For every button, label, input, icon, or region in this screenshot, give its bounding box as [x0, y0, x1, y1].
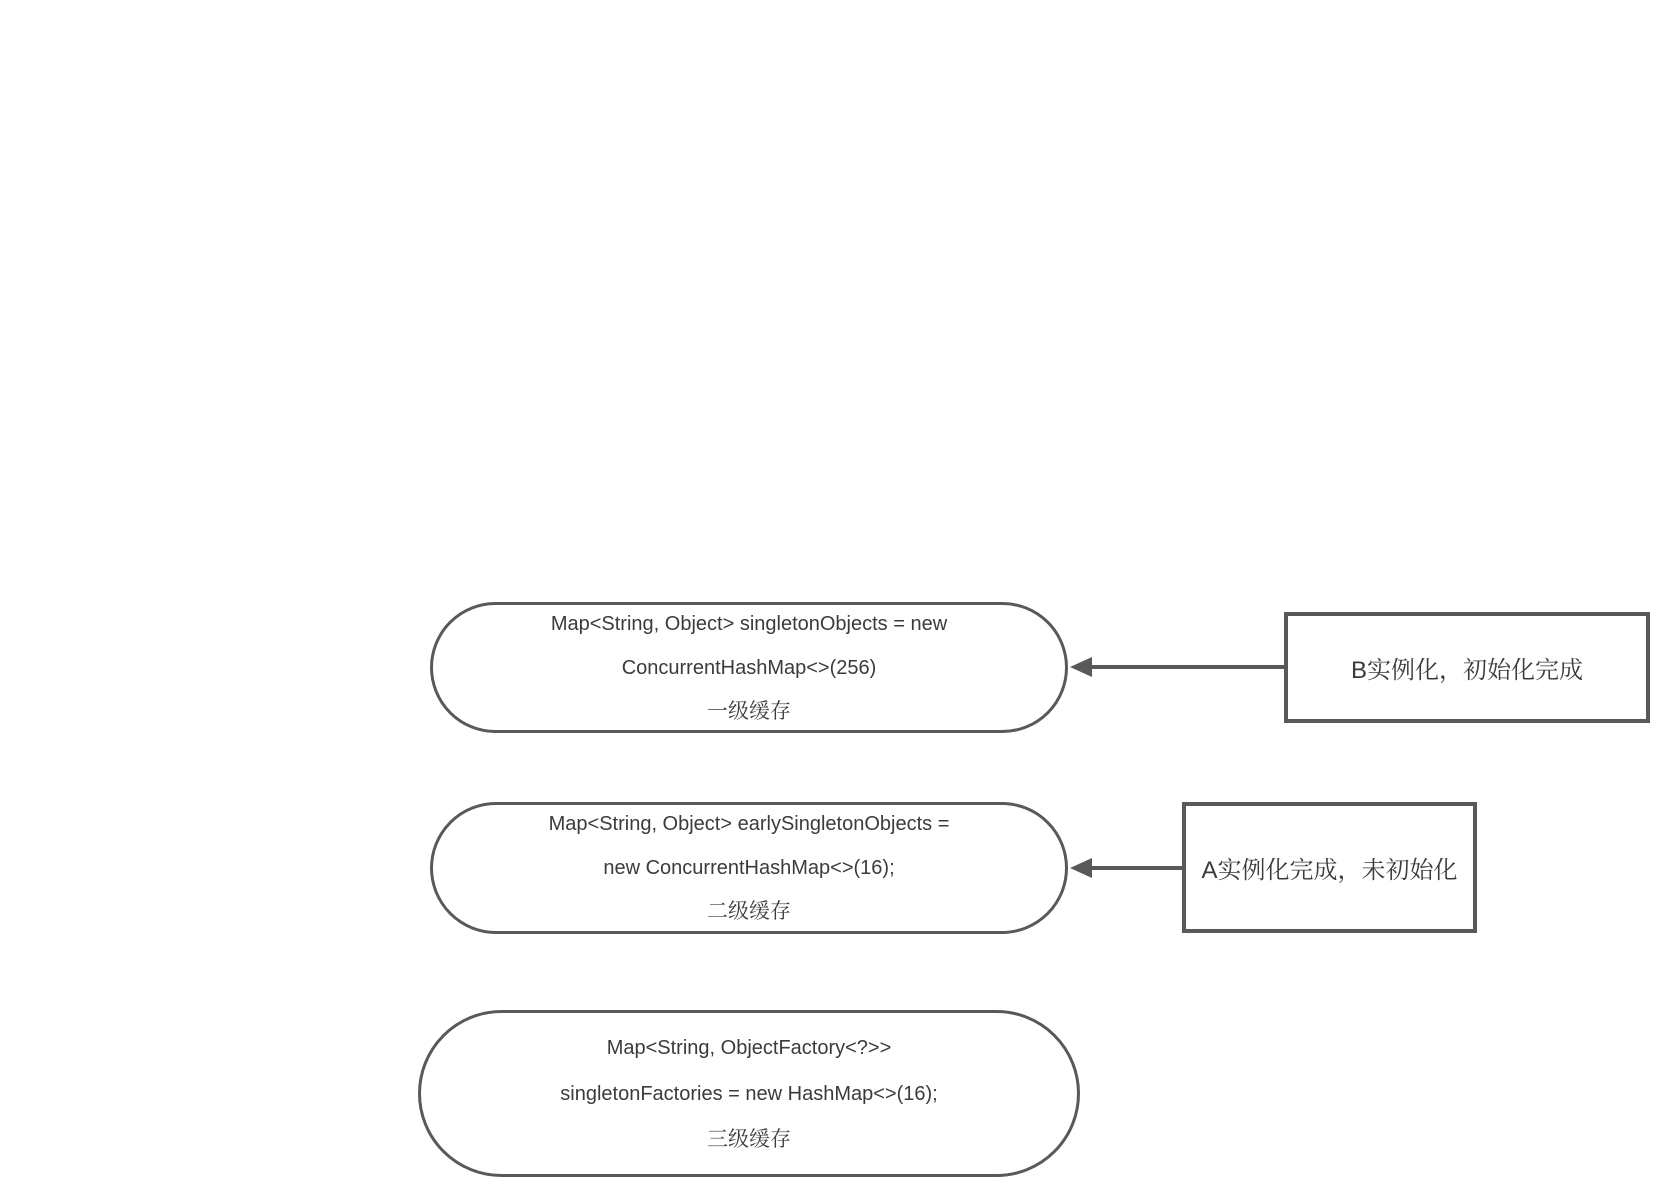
cache-level3-code-line1: Map<String, ObjectFactory<?>> — [606, 1036, 892, 1059]
arrow-b-to-level1-line — [1088, 665, 1284, 669]
cache-level2-code-line1: Map<String, Object> earlySingletonObjects = — [548, 813, 950, 835]
arrow-a-to-level2-arrowhead-icon — [1070, 858, 1092, 878]
cache-level3-node — [418, 1010, 1080, 1177]
cache-level1-code-line1: Map<String, Object> singletonObjects = new — [550, 612, 948, 635]
cache-level3-label: 三级缓存 — [707, 1127, 791, 1151]
cache-level1-code-line2: ConcurrentHashMap<>(256) — [621, 656, 877, 679]
cache-level2-node — [430, 802, 1068, 934]
cache-level1-label: 一级缓存 — [707, 699, 791, 723]
cache-level2-code-line2: new ConcurrentHashMap<>(16); — [603, 857, 895, 879]
annotation-a-text: A实例化完成，未初始化 — [1201, 857, 1458, 884]
arrow-a-to-level2-line — [1088, 866, 1182, 870]
annotation-b-box — [1284, 612, 1650, 723]
cache-level3-code-line2: singletonFactories = new HashMap<>(16); — [560, 1082, 938, 1105]
annotation-a-box — [1182, 802, 1477, 933]
arrow-b-to-level1-arrowhead-icon — [1070, 657, 1092, 677]
cache-level1-node — [430, 602, 1068, 733]
annotation-b-text: B实例化，初始化完成 — [1350, 657, 1583, 684]
cache-level2-label: 二级缓存 — [707, 900, 791, 923]
